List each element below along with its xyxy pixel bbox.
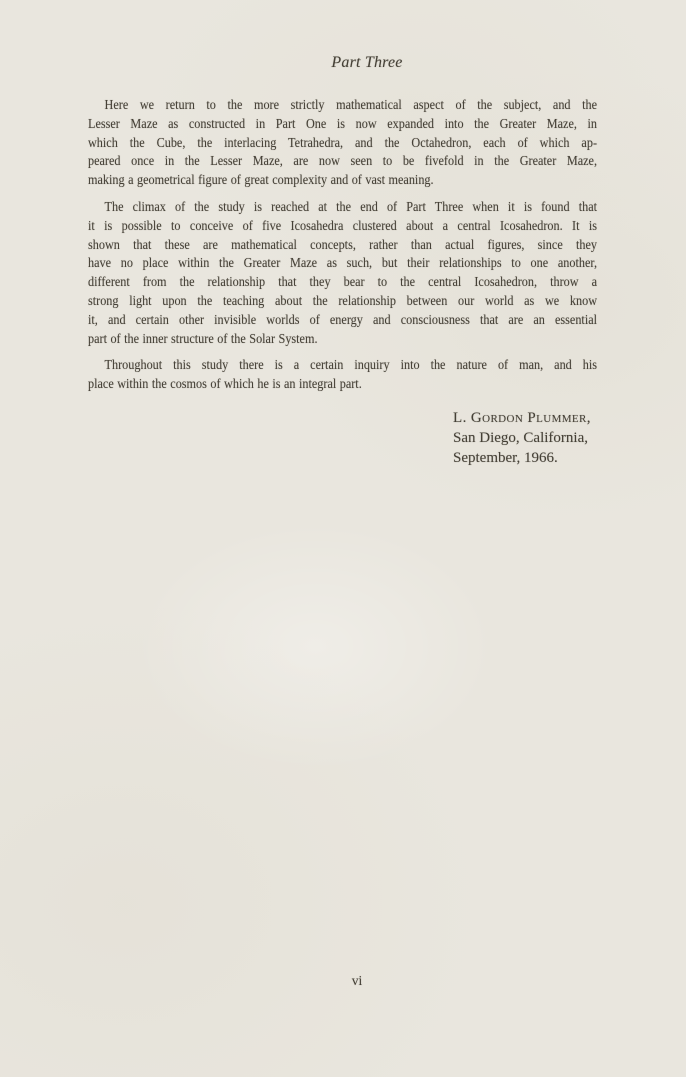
text-line: which the Cube, the interlacing Tetrahedra, and the Octahedron, each of which ap- (88, 135, 598, 151)
text-line: Throughout this study there is a certain inquiry into the nature of man, and his (104, 358, 598, 373)
page-number: vi (351, 973, 363, 988)
paragraph-2 (88, 199, 597, 349)
text-line: shown that these are mathematical concepts, rather than actual figures, since they (88, 237, 598, 253)
text-line: it, and certain other invisible worlds of energy and consciousness that are an essential (88, 312, 598, 328)
text-line: Here we return to the more strictly mathematical aspect of the subject, and the (104, 98, 598, 113)
paragraph-3 (88, 357, 597, 395)
text-line: different from the relationship that they bear to the central Icosahedron, throw a (88, 275, 598, 291)
text-line: have no place within the Greater Maze as such, but their relationships to one another, (88, 256, 598, 272)
text-line: peared once in the Lesser Maze, are now seen to be fivefold in the Greater Maze, (88, 154, 598, 170)
signature-location: San Diego, California, (453, 430, 588, 446)
text-line: Lesser Maze as constructed in Part One is now expanded into the Greater Maze, in (88, 116, 598, 132)
signature-date: September, 1966. (453, 450, 558, 466)
paragraph-1 (88, 97, 597, 191)
text-line: making a geometrical figure of great complexity and of vast meaning. (88, 173, 434, 189)
part-heading: Part Three (331, 54, 403, 71)
text-line: strong light upon the teaching about the relationship between our world as we know (88, 293, 598, 309)
text-line: it is possible to conceive of five Icosahedra clustered about a central Icosahedron. It is (88, 218, 598, 234)
signature-block (453, 408, 591, 468)
text-line: place within the cosmos of which he is an integral part. (88, 376, 362, 392)
text-line: part of the inner structure of the Solar System. (88, 331, 318, 347)
text-line: The climax of the study is reached at the end of Part Three when it is found that (104, 200, 598, 215)
signature-name: L. Gordon Plummer, (453, 410, 591, 426)
